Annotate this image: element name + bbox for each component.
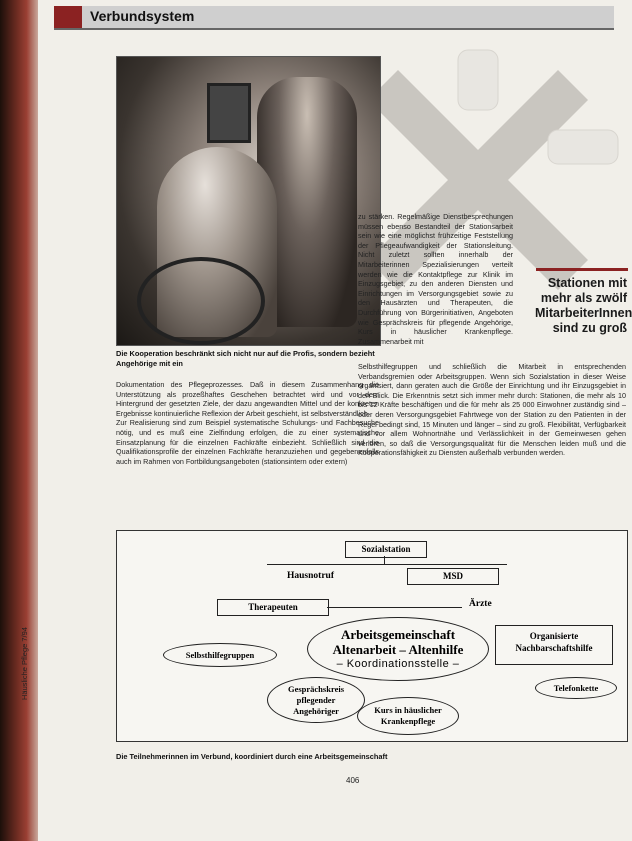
pull-quote: Stationen mit mehr als zwölf MitarbeiterInnen sind zu groß — [535, 276, 632, 335]
section-tag — [54, 6, 82, 28]
hausnotruf-label: Hausnotruf — [287, 571, 334, 581]
nachbarschaftshilfe-box — [495, 625, 613, 665]
sozialstation-box: Sozialstation — [345, 541, 427, 558]
left-paragraph-1: Dokumentation des Pflegeprozesses. Daß in diesem Zusammenhang die Unterstützung als prozeßhaftes Geschehen betrachtet wird und vor dem Hintergrund der gesetzten Ziele, der dazu angewandten Mittel und der konkreten Ergebnisse kontinuierliche Reflexion der Arbeit geschieht, ist selbstverständlich. — [116, 380, 379, 418]
gespraechskreis-oval — [267, 677, 365, 723]
aerzte-label: Ärzte — [469, 599, 492, 609]
telefonkette-oval: Telefonkette — [535, 677, 617, 699]
kurs-line-1: Kurs in häuslicher — [374, 705, 442, 715]
photo-caregiver-and-patient — [116, 56, 381, 346]
nachbarschaft-line-2: Nachbarschaftshilfe — [515, 643, 593, 653]
left-column-text — [116, 380, 379, 466]
nachbarschaft-line-1: Organisierte — [529, 631, 579, 641]
right-column-bottom-text: Selbsthilfegruppen und schließlich die Mitarbeit in entsprechenden Verbandsgremien oder Arbeitsgruppen. Wenn sich Sozialstation in dieser Weise organisiert, dann geraten auch die Größe der Einrichtung und ihr Einzugsgebiet in den Blick. Die Erkenntnis setzt sich immer mehr durch: Stationen, die mehr als 10 bis 12 Kräfte beschäftigen und die für mehr als 25 000 Einwohner zuständig sind – oder deren Versorgungsgebiet Fahrtwege von der Station zu den Patienten in der Regel bedingt sind, 15 Minuten und länger – sind zu groß. Flexibilität, Verfügbarkeit und vor allem Wohnortnähe und Verlässlichkeit in der Gemeinwesen gehen verloren, so daß die Versorgungsqualität für die Menschen leiden muß und die Kooperationsfähigkeit zu Diensten außerhalb verbunden werden. — [358, 362, 626, 458]
wheelchair-wheel — [137, 257, 265, 345]
network-diagram — [116, 530, 628, 742]
connector-line — [327, 607, 462, 608]
gespraechskreis-line-1: Gesprächskreis — [287, 683, 345, 694]
center-coordination: – Koordinationsstelle – — [336, 657, 460, 670]
pull-quote-rule — [536, 268, 628, 271]
therapeuten-box: Therapeuten — [217, 599, 329, 616]
page-number: 406 — [346, 776, 360, 785]
selbsthilfe-oval: Selbsthilfegruppen — [163, 643, 277, 667]
gespraechskreis-line-3: Angehöriger — [293, 705, 339, 716]
wall-picture-frame — [207, 83, 251, 143]
center-subtitle: Altenarbeit – Altenhilfe — [332, 641, 464, 657]
book-spine — [0, 0, 38, 841]
gespraechskreis-line-2: pflegender — [296, 694, 336, 705]
photo-caption: Die Kooperation beschränkt sich nicht nur auf die Profis, sondern bezieht Angehörige mit ein — [116, 349, 375, 368]
magazine-page — [38, 0, 632, 841]
kurs-oval — [357, 697, 459, 735]
kurs-line-2: Krankenpflege — [380, 716, 436, 726]
connector-line — [384, 556, 385, 564]
connector-line — [267, 564, 507, 565]
left-paragraph-2: Zur Realisierung sind zum Beispiel systematische Schulungs- und Fachbesuche nötig, und es muß eine Zielfindung erfolgen, die zu einer systematische Einsatzplanung für die einzelnen Fachkräfte einbezieht. Schließlich sind die Qualifikationsprofile der einzelnen Fachkräfte heranzuziehen und gegebenenfalls auch im Rahmen von Fortbildungsangeboten (stationsintern oder extern) — [116, 418, 379, 466]
side-publication-text: Häusliche Pflege 7/94 — [20, 627, 29, 700]
right-column-top-text: zu stärken. Regelmäßige Dienstbesprechungen müssen ebenso Bestandteil der Stationsarbeit sein wie eine möglichst frühzeitige Feststellung der Pflegeaufwandigkeit der Stationsleitung. Nicht zuletzt sollten innerhalb der Mitarbeiterinnen Spezialisierungen verteilt werden wie die Kontaktpflege zur Klinik im Einzugsgebiet, zu den anderen Diensten und Einrichtungen im Versorgungsgebiet sowie zu den Hausärzten und Therapeuten, die Durchführung von Bürgerinitiativen, Angeboten wie Gesprächskreis für pflegende Angehörige, Kurs in häuslicher Krankenpflege. Zusammenarbeit mit — [358, 212, 513, 346]
diagram-caption: Die Teilnehmerinnen im Verbund, koordiniert durch eine Arbeitsgemeinschaft — [116, 752, 388, 761]
arbeitsgemeinschaft-oval — [307, 617, 489, 681]
msd-box: MSD — [407, 568, 499, 585]
center-title: Arbeitsgemeinschaft — [340, 626, 456, 642]
section-title: Verbundsystem — [90, 8, 195, 24]
